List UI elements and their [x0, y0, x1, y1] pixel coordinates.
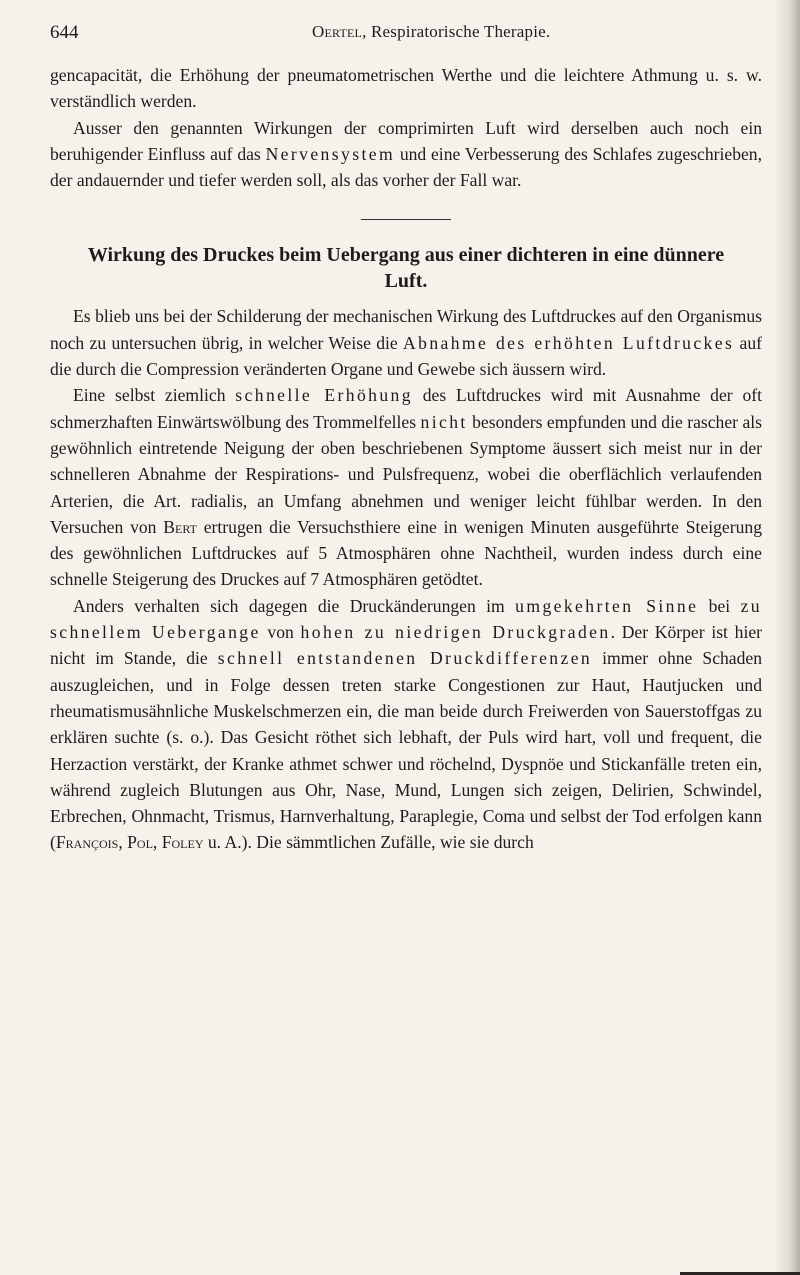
text-run: Ausser den genannten Wirkungen der comprimirten Luft wird derselben auch noch ein beruhigender Einfluss auf das [50, 117, 762, 164]
paragraph-reverse-change [50, 593, 762, 856]
page-edge-shadow [774, 0, 800, 1275]
section-divider [361, 219, 451, 220]
text-run: besonders empfunden und die rascher als gewöhnlich eintretende Neigung der oben beschriebenen Symptome äussert sich meist nur in der schnelleren Abnahme der Respirations- und Pulsfrequenz, wobei die oberflächlich verlaufenden Arterien, die Art. radialis, an Umfang abnehmen und weniger leicht fühlbar werden. In den Versuchen von [50, 411, 762, 537]
text-run: des Luftdruckes wird mit Ausnahme der oft schmerzhaften Einwärtswölbung des Trommelfelles [50, 385, 762, 432]
header-title: , Respiratorische Therapie. [362, 22, 551, 41]
text-run: , [152, 832, 162, 853]
paragraph-nervous-system [50, 115, 762, 194]
text-run: . Der Körper ist hier nicht im Stande, die [50, 622, 763, 669]
author-name-francois: François [55, 832, 119, 853]
spaced-emphasis: zu schnellem Uebergange [50, 595, 762, 643]
page-number: 644 [50, 22, 79, 43]
text-run: auf die durch die Compression veränderten Organe und Gewebe sich äussern wird. [50, 332, 763, 380]
running-title [312, 22, 550, 42]
spaced-emphasis: schnell entstandenen Druckdifferenzen [217, 648, 593, 669]
paragraph-fast-increase [50, 382, 762, 592]
paragraph-continuation: gencapacität, die Erhöhung der pneumatometrischen Werthe und die leichtere Athmung u. s. w. verständlich werden. [50, 65, 762, 112]
spaced-emphasis: schnelle Erhöhung [235, 385, 413, 406]
text-run: , [118, 832, 128, 853]
text-run: bei [698, 595, 741, 616]
text-run: ertrugen die Versuchsthiere eine in wenigen Minuten ausgeführte Steigerung des gewöhnlichen Luftdruckes auf 5 Atmosphären ohne Nachtheil, wurden indess durch eine schnelle Steigerung des Druckes auf 7 Atmosphären getödtet. [50, 516, 762, 590]
text-run: von [260, 622, 301, 643]
text-run: immer ohne Schaden auszugleichen, und in Folge dessen treten starke Congestionen zur Haut, Hautjucken und rheumatismusähnliche Muskelschmerzen ein, die man beide durch Freiwerden von Sauerstoffgas zu erklären suchte (s. o.). Das Gesicht röthet sich lebhaft, der Puls wird hart, voll und frequent, die Herzaction verstärkt, der Kranke athmet schwer und röchelnd, Dyspnöe und Stickanfälle treten ein, während zugleich Blutungen aus Ohr, Nase, Mund, Lungen sich zeigen, Delirien, Schwindel, Erbrechen, Ohnmacht, Trismus, Harnverhaltung, Paraplegie, Coma und selbst der Tod erfolgen kann ( [50, 648, 763, 853]
header-author: Oertel [312, 22, 363, 41]
text-run: Anders verhalten sich dagegen die Druckänderungen im [73, 595, 516, 616]
spaced-emphasis: Abnahme des erhöhten Luftdruckes [403, 332, 735, 353]
text-run: und eine Verbesserung des Schlafes zugeschrieben, der andauernder und tiefer werden soll, als das vorher der Fall war. [50, 143, 763, 191]
running-header [50, 22, 760, 46]
spaced-emphasis: umgekehrten Sinne [515, 595, 699, 616]
spaced-emphasis: nicht [420, 411, 468, 432]
spaced-emphasis: hohen zu niedrigen Druckgraden [300, 622, 611, 643]
author-name-pol: Pol [127, 832, 153, 853]
text-run: u. A.). Die sämmtlichen Zufälle, wie sie durch [203, 832, 534, 853]
text-run: Eine selbst ziemlich [73, 385, 236, 406]
author-name-foley: Foley [161, 832, 204, 853]
body-text [50, 62, 762, 856]
text-run: Es blieb uns bei der Schilderung der mechanischen Wirkung des Luftdruckes auf den Organismus noch zu untersuchen übrig, in welcher Weise die [50, 306, 762, 353]
spaced-emphasis: Nervensystem [265, 143, 396, 164]
paragraph-pressure-decrease [50, 303, 762, 382]
author-name-bert: Bert [163, 516, 197, 537]
section-heading: Wirkung des Druckes beim Uebergang aus einer dichteren in eine dünnere Luft. [87, 244, 725, 293]
